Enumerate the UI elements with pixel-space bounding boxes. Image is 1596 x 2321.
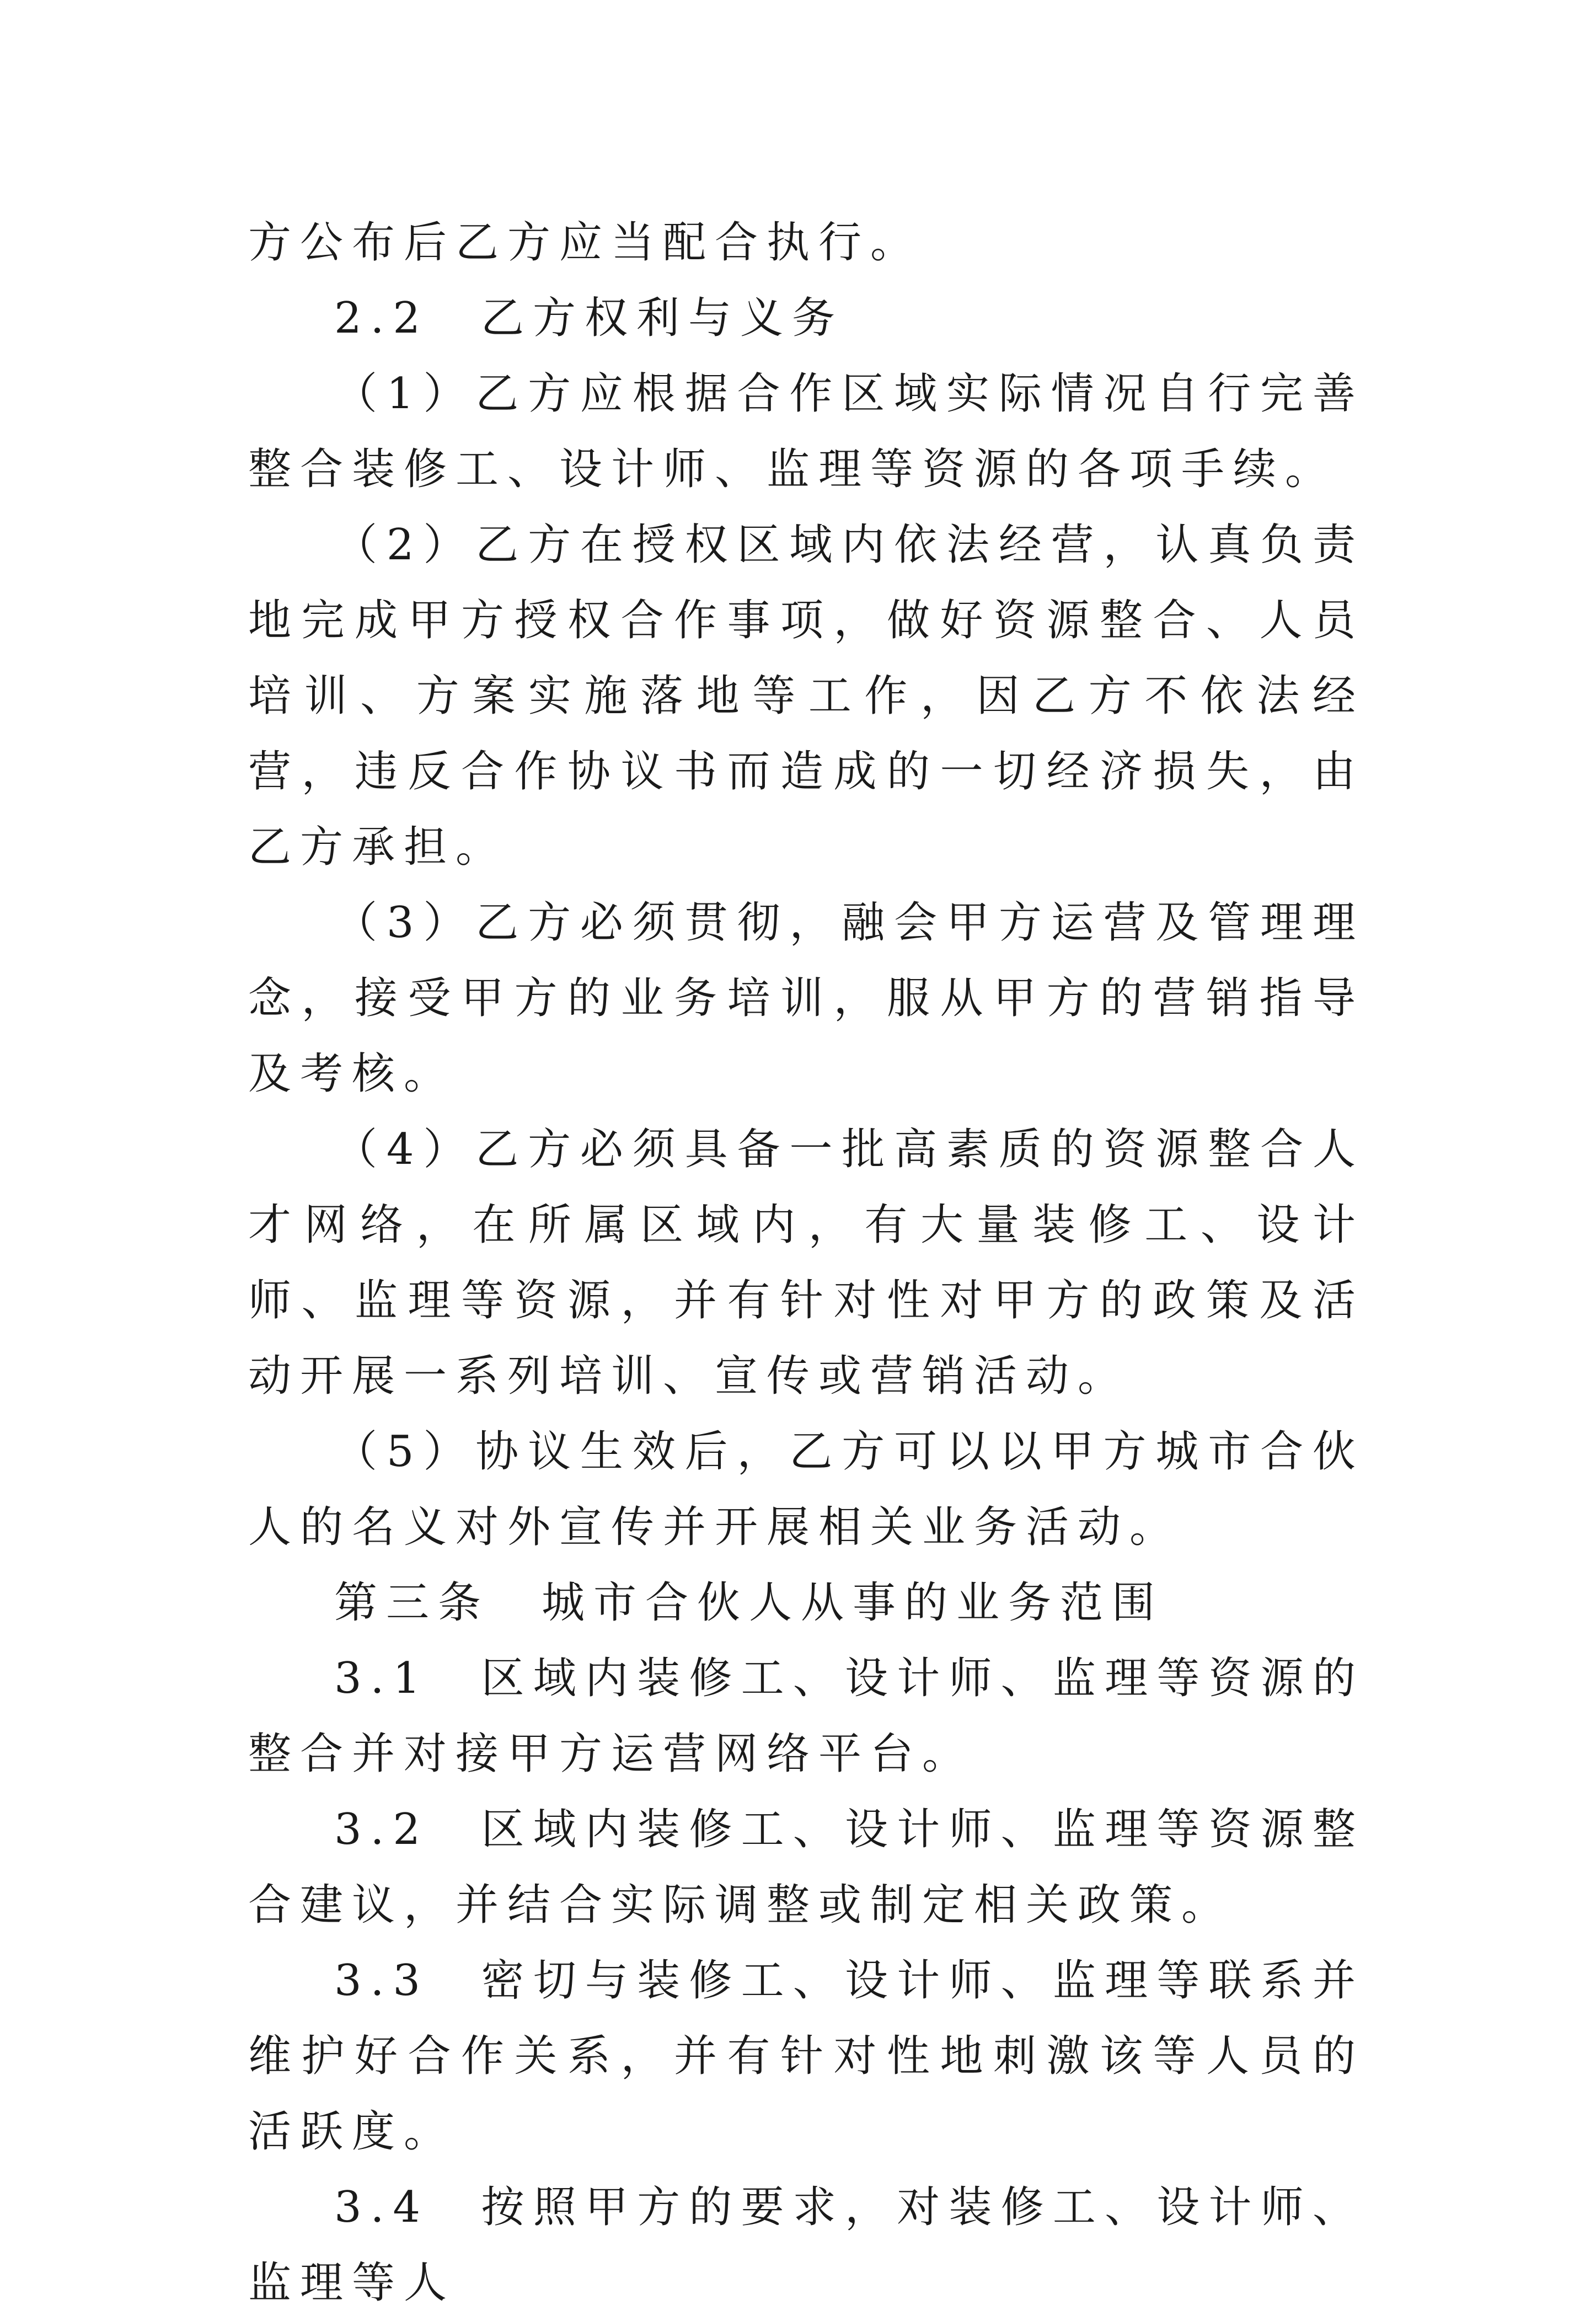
clause-3-4: 3.4 按照甲方的要求，对装修工、设计师、监理等人: [248, 2183, 1364, 2308]
paragraph-continuation: 方公布后乙方应当配合执行。: [248, 218, 923, 268]
clause-3-3: 3.3 密切与装修工、设计师、监理等联系并维护好合作关系，并有针对性地刺激该等人员的活跃度。: [248, 1956, 1364, 2157]
article-heading-3: 第三条 城市合伙人从事的业务范围: [334, 1578, 1164, 1628]
paragraph-item-2: （2）乙方在授权区域内依法经营，认真负责地完成甲方授权合作事项，做好资源整合、人员培训、方案实施落地等工作，因乙方不依法经营，违反合作协议书而造成的一切经济损失，由乙方承担。: [248, 520, 1364, 872]
clause-3-2: 3.2 区域内装修工、设计师、监理等资源整合建议，并结合实际调整或制定相关政策。: [248, 1805, 1364, 1930]
paragraph-item-5: （5）协议生效后，乙方可以以甲方城市合伙人的名义对外宣传并开展相关业务活动。: [248, 1427, 1364, 1552]
paragraph-item-3: （3）乙方必须贯彻，融会甲方运营及管理理念，接受甲方的业务培训，服从甲方的营销指导及考核。: [248, 898, 1364, 1099]
section-heading-2-2: 2.2 乙方权利与义务: [334, 293, 844, 343]
paragraph-item-4: （4）乙方必须具备一批高素质的资源整合人才网络，在所属区域内，有大量装修工、设计师、监理等资源，并有针对性对甲方的政策及活动开展一系列培训、宣传或营销活动。: [248, 1125, 1364, 1401]
paragraph-item-1: （1）乙方应根据合作区域实际情况自行完善整合装修工、设计师、监理等资源的各项手续。: [248, 369, 1364, 494]
clause-3-1: 3.1 区域内装修工、设计师、监理等资源的整合并对接甲方运营网络平台。: [248, 1654, 1364, 1779]
document-body: [248, 205, 1364, 2321]
